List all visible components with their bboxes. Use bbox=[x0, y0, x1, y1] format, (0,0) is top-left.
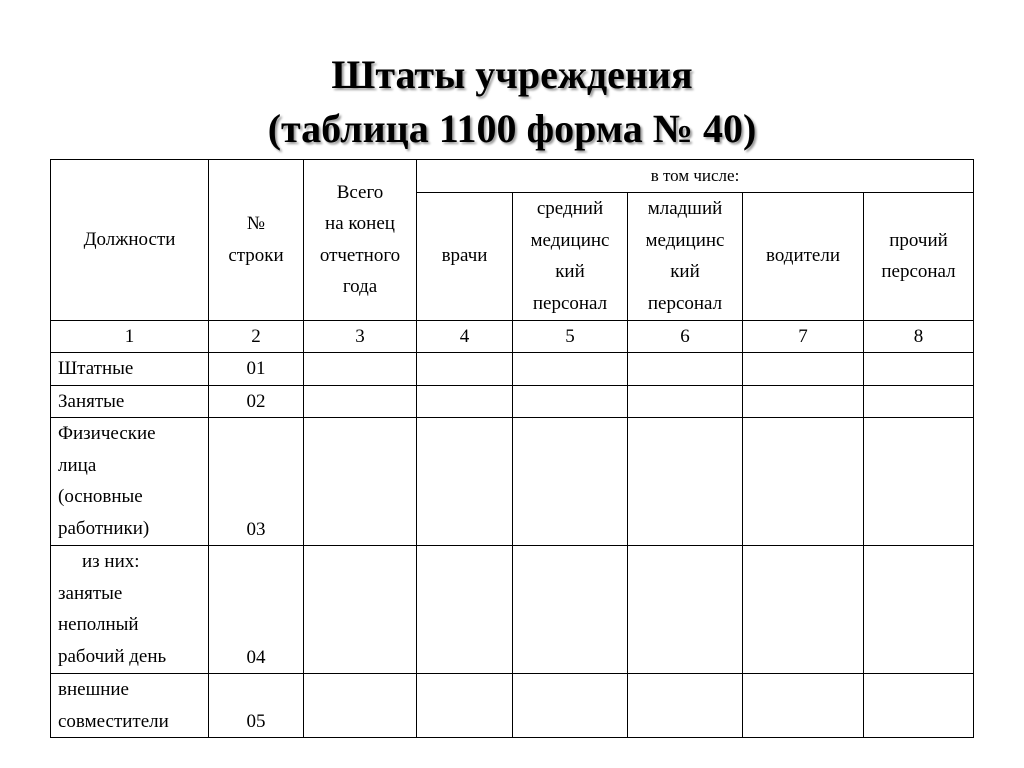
column-number: 3 bbox=[304, 320, 417, 353]
header-line-no-part-2: строки bbox=[228, 244, 284, 266]
data-cell[interactable] bbox=[743, 546, 864, 674]
header-other-staff bbox=[864, 192, 974, 320]
data-cell[interactable] bbox=[628, 418, 743, 546]
data-cell[interactable] bbox=[417, 546, 513, 674]
header-total-part-1: Всего bbox=[336, 181, 384, 203]
data-cell[interactable] bbox=[417, 674, 513, 738]
data-cell[interactable] bbox=[864, 674, 974, 738]
column-number: 4 bbox=[417, 320, 513, 353]
header-mid-staff-part-4: персонал bbox=[532, 292, 608, 314]
data-cell[interactable] bbox=[743, 674, 864, 738]
header-mid-staff-part-1: средний bbox=[536, 198, 604, 219]
header-mid-staff bbox=[513, 192, 628, 320]
header-total-part-2: на конец bbox=[325, 213, 395, 235]
data-cell[interactable] bbox=[513, 418, 628, 546]
header-mid-staff-part-2: медицинс bbox=[530, 229, 610, 251]
row-label-line: совместители bbox=[58, 710, 169, 732]
data-cell[interactable] bbox=[743, 385, 864, 418]
data-cell[interactable] bbox=[628, 385, 743, 418]
row-label bbox=[51, 385, 209, 418]
row-label-line: (основные bbox=[58, 486, 143, 507]
table-row bbox=[51, 674, 974, 738]
row-label-line: рабочий день bbox=[58, 645, 167, 667]
data-cell[interactable] bbox=[513, 385, 628, 418]
column-number: 7 bbox=[743, 320, 864, 353]
header-position: Должности bbox=[51, 160, 209, 321]
row-label-line: лица bbox=[58, 454, 97, 476]
staff-table bbox=[50, 159, 974, 738]
data-cell[interactable] bbox=[864, 546, 974, 674]
header-junior-staff-part-1: младший bbox=[647, 198, 723, 219]
data-cell[interactable] bbox=[628, 546, 743, 674]
header-total bbox=[304, 160, 417, 321]
row-number: 04 bbox=[209, 546, 304, 674]
column-number-row bbox=[51, 320, 974, 353]
page-title bbox=[0, 48, 1024, 156]
row-label bbox=[51, 353, 209, 386]
header-other-staff-part-2: персонал bbox=[881, 261, 956, 282]
data-cell[interactable] bbox=[628, 674, 743, 738]
row-label-line: Штатные bbox=[58, 358, 134, 379]
header-line-no bbox=[209, 160, 304, 321]
column-number: 2 bbox=[209, 320, 304, 353]
data-cell[interactable] bbox=[304, 353, 417, 386]
data-cell[interactable] bbox=[864, 353, 974, 386]
data-cell[interactable] bbox=[864, 385, 974, 418]
header-junior-staff bbox=[628, 192, 743, 320]
table-row bbox=[51, 353, 974, 386]
title-line-2: (таблица 1100 форма № 40) bbox=[267, 106, 757, 151]
row-label-line: внешние bbox=[58, 679, 129, 700]
header-mid-staff-part-3: кий bbox=[555, 261, 585, 282]
data-cell[interactable] bbox=[304, 385, 417, 418]
row-label-line: из них: bbox=[82, 551, 140, 572]
row-label bbox=[51, 546, 209, 674]
row-number: 02 bbox=[209, 385, 304, 418]
row-number: 01 bbox=[209, 353, 304, 386]
header-other-staff-part-1: прочий bbox=[889, 229, 948, 251]
table-row bbox=[51, 546, 974, 674]
row-label-line: занятые bbox=[58, 582, 123, 604]
row-label bbox=[51, 418, 209, 546]
row-label-line: Физические bbox=[58, 423, 156, 444]
row-number: 05 bbox=[209, 674, 304, 738]
header-junior-staff-part-3: кий bbox=[670, 261, 700, 282]
data-cell[interactable] bbox=[628, 353, 743, 386]
row-number: 03 bbox=[209, 418, 304, 546]
data-cell[interactable] bbox=[304, 418, 417, 546]
data-cell[interactable] bbox=[417, 385, 513, 418]
data-cell[interactable] bbox=[513, 353, 628, 386]
title-line-1: Штаты учреждения bbox=[331, 52, 693, 97]
data-cell[interactable] bbox=[304, 674, 417, 738]
data-cell[interactable] bbox=[417, 418, 513, 546]
data-cell[interactable] bbox=[513, 674, 628, 738]
column-number: 6 bbox=[628, 320, 743, 353]
row-label-line: Занятые bbox=[58, 390, 125, 412]
header-junior-staff-part-2: медицинс bbox=[645, 229, 725, 251]
data-cell[interactable] bbox=[743, 418, 864, 546]
column-number: 1 bbox=[51, 320, 209, 353]
row-label-line: работники) bbox=[58, 517, 150, 539]
header-including: в том числе: bbox=[417, 160, 974, 193]
data-cell[interactable] bbox=[743, 353, 864, 386]
table-row bbox=[51, 385, 974, 418]
row-label-line: неполный bbox=[58, 614, 139, 635]
header-doctors: врачи bbox=[417, 192, 513, 320]
header-total-part-4: года bbox=[342, 276, 378, 298]
data-cell[interactable] bbox=[513, 546, 628, 674]
header-drivers: водители bbox=[743, 192, 864, 320]
header-line-no-part-1: № bbox=[246, 213, 266, 235]
column-number: 5 bbox=[513, 320, 628, 353]
data-cell[interactable] bbox=[304, 546, 417, 674]
header-junior-staff-part-4: персонал bbox=[647, 292, 723, 314]
table-row bbox=[51, 418, 974, 546]
column-number: 8 bbox=[864, 320, 974, 353]
data-cell[interactable] bbox=[864, 418, 974, 546]
row-label bbox=[51, 674, 209, 738]
data-cell[interactable] bbox=[417, 353, 513, 386]
header-total-part-3: отчетного bbox=[319, 244, 401, 266]
